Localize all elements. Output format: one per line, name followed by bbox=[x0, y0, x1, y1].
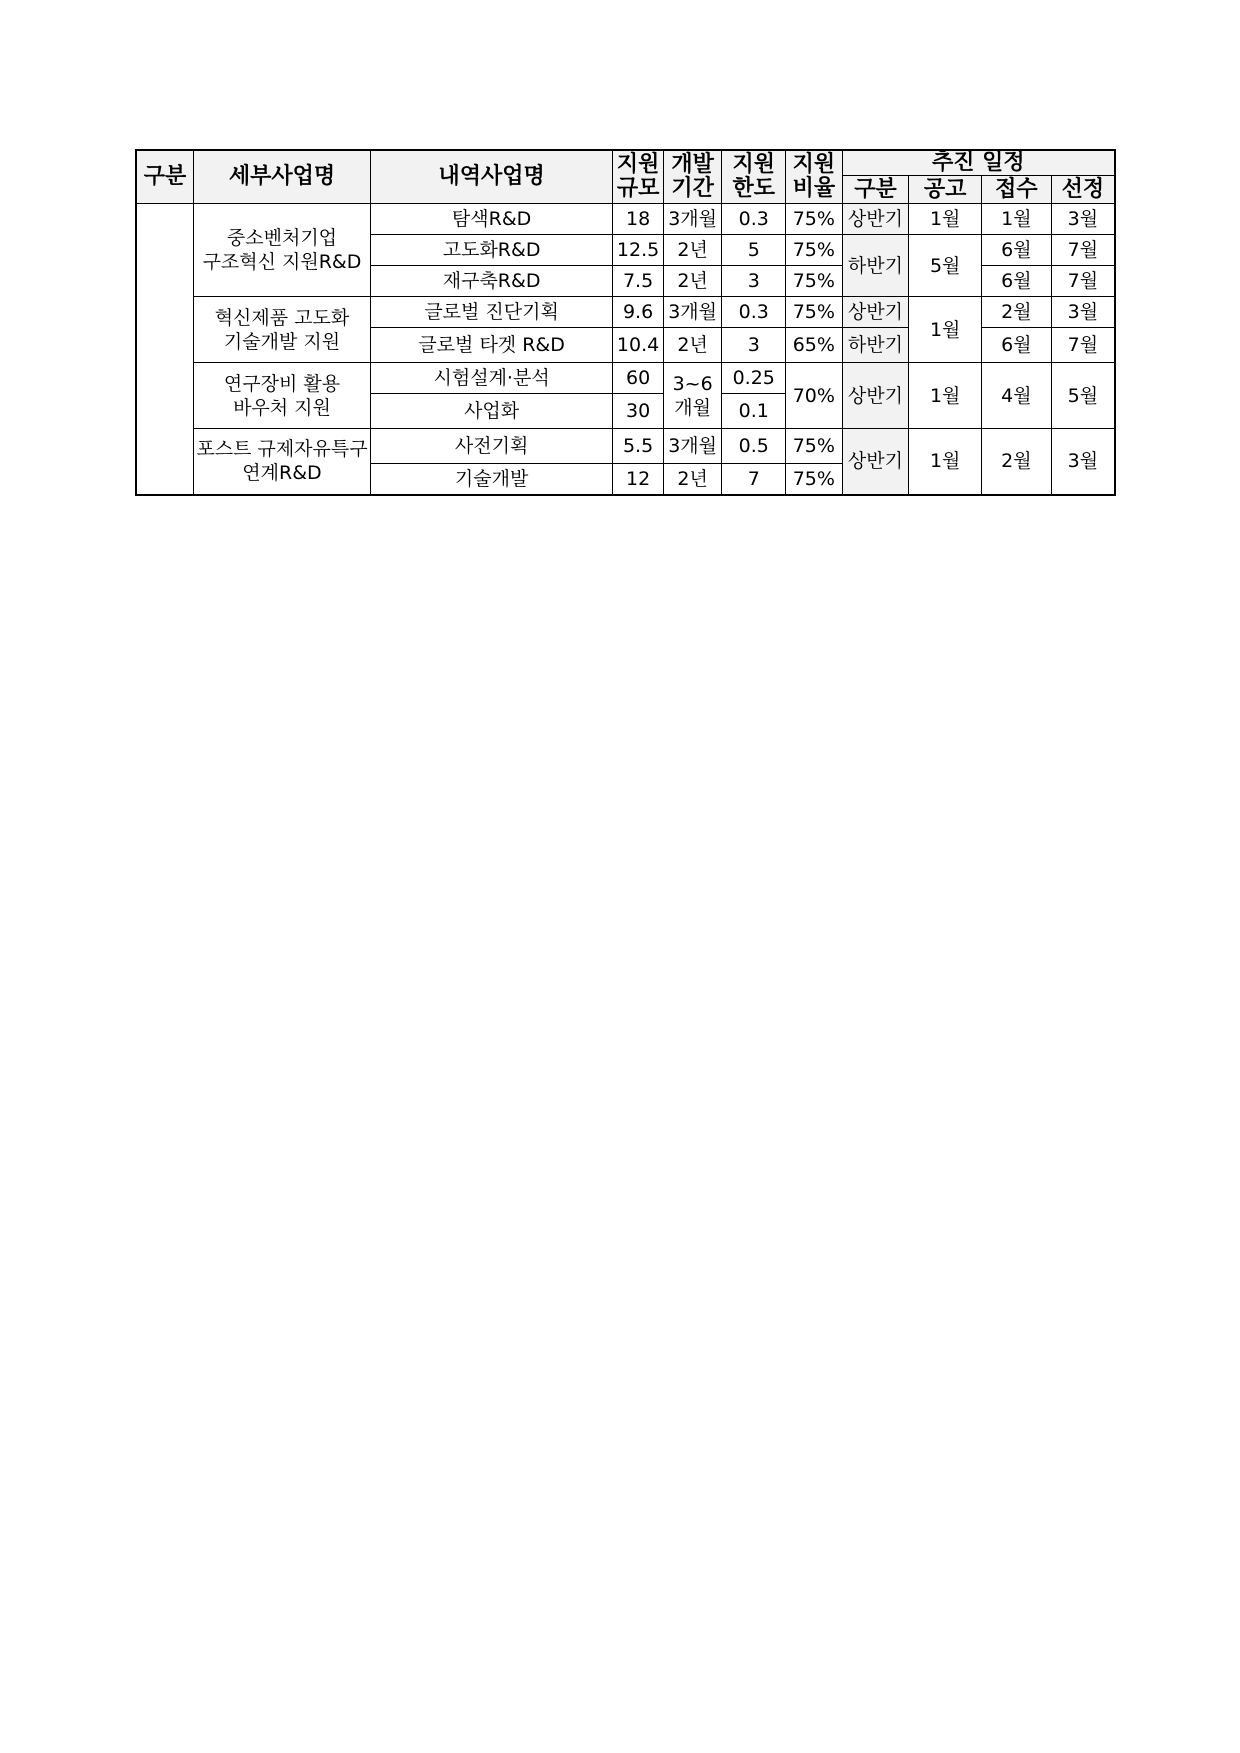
limit-cell: 3 bbox=[722, 328, 786, 363]
scale-cell: 30 bbox=[613, 394, 664, 429]
ratio-cell: 75% bbox=[786, 235, 843, 266]
subprogram-name: 탐색R&D bbox=[370, 204, 612, 235]
half-cell: 하반기 bbox=[842, 235, 909, 297]
selection-cell: 7월 bbox=[1051, 266, 1115, 297]
table-row bbox=[136, 429, 1115, 464]
subprogram-name: 글로벌 진단기획 bbox=[370, 297, 612, 328]
notice-cell: 1월 bbox=[909, 297, 982, 363]
scale-cell: 5.5 bbox=[613, 429, 664, 464]
selection-cell: 5월 bbox=[1051, 363, 1115, 429]
period-cell: 3~6 개월 bbox=[663, 363, 722, 429]
scale-cell: 7.5 bbox=[613, 266, 664, 297]
scale-cell: 18 bbox=[613, 204, 664, 235]
ratio-cell: 75% bbox=[786, 429, 843, 464]
header-schedule-receipt: 접수 bbox=[982, 176, 1052, 204]
header-ratio: 지원 비율 bbox=[786, 150, 843, 204]
table-row bbox=[136, 297, 1115, 328]
program-name: 포스트 규제자유특구 연계R&D bbox=[194, 429, 371, 495]
ratio-cell: 75% bbox=[786, 297, 843, 328]
header-program: 세부사업명 bbox=[194, 150, 371, 204]
ratio-cell: 75% bbox=[786, 266, 843, 297]
period-cell: 2년 bbox=[663, 266, 722, 297]
subprogram-name: 재구축R&D bbox=[370, 266, 612, 297]
header-schedule-notice: 공고 bbox=[909, 176, 982, 204]
header-schedule-selection: 선정 bbox=[1051, 176, 1115, 204]
receipt-cell: 1월 bbox=[982, 204, 1052, 235]
receipt-cell: 2월 bbox=[982, 297, 1052, 328]
program-schedule-table bbox=[135, 149, 1116, 496]
scale-cell: 10.4 bbox=[613, 328, 664, 363]
selection-cell: 3월 bbox=[1051, 204, 1115, 235]
header-schedule: 추진 일정 bbox=[842, 150, 1115, 176]
receipt-cell: 6월 bbox=[982, 235, 1052, 266]
subprogram-name: 사전기획 bbox=[370, 429, 612, 464]
limit-cell: 0.3 bbox=[722, 204, 786, 235]
notice-cell: 1월 bbox=[909, 429, 982, 495]
period-cell: 3개월 bbox=[663, 429, 722, 464]
period-cell: 2년 bbox=[663, 464, 722, 495]
ratio-cell: 75% bbox=[786, 204, 843, 235]
notice-cell: 5월 bbox=[909, 235, 982, 297]
subprogram-name: 고도화R&D bbox=[370, 235, 612, 266]
table-row bbox=[136, 363, 1115, 394]
header-scale: 지원 규모 bbox=[613, 150, 664, 204]
period-cell: 3개월 bbox=[663, 297, 722, 328]
receipt-cell: 2월 bbox=[982, 429, 1052, 495]
table-row bbox=[136, 204, 1115, 235]
limit-cell: 5 bbox=[722, 235, 786, 266]
category-cell bbox=[136, 204, 194, 495]
receipt-cell: 4월 bbox=[982, 363, 1052, 429]
limit-cell: 0.25 bbox=[722, 363, 786, 394]
subprogram-name: 사업화 bbox=[370, 394, 612, 429]
limit-cell: 3 bbox=[722, 266, 786, 297]
limit-cell: 7 bbox=[722, 464, 786, 495]
period-cell: 3개월 bbox=[663, 204, 722, 235]
program-name: 혁신제품 고도화 기술개발 지원 bbox=[194, 297, 371, 363]
half-cell: 상반기 bbox=[842, 363, 909, 429]
program-name: 중소벤처기업 구조혁신 지원R&D bbox=[194, 204, 371, 297]
scale-cell: 60 bbox=[613, 363, 664, 394]
selection-cell: 3월 bbox=[1051, 429, 1115, 495]
ratio-cell: 65% bbox=[786, 328, 843, 363]
selection-cell: 7월 bbox=[1051, 235, 1115, 266]
scale-cell: 9.6 bbox=[613, 297, 664, 328]
half-cell: 상반기 bbox=[842, 429, 909, 495]
program-name: 연구장비 활용 바우처 지원 bbox=[194, 363, 371, 429]
subprogram-name: 시험설계·분석 bbox=[370, 363, 612, 394]
period-cell: 2년 bbox=[663, 235, 722, 266]
subprogram-name: 글로벌 타겟 R&D bbox=[370, 328, 612, 363]
scale-cell: 12.5 bbox=[613, 235, 664, 266]
half-cell: 하반기 bbox=[842, 328, 909, 363]
half-cell: 상반기 bbox=[842, 204, 909, 235]
receipt-cell: 6월 bbox=[982, 328, 1052, 363]
ratio-cell: 70% bbox=[786, 363, 843, 429]
header-period: 개발 기간 bbox=[663, 150, 722, 204]
notice-cell: 1월 bbox=[909, 204, 982, 235]
receipt-cell: 6월 bbox=[982, 266, 1052, 297]
scale-cell: 12 bbox=[613, 464, 664, 495]
notice-cell: 1월 bbox=[909, 363, 982, 429]
half-cell: 상반기 bbox=[842, 297, 909, 328]
limit-cell: 0.1 bbox=[722, 394, 786, 429]
selection-cell: 7월 bbox=[1051, 328, 1115, 363]
selection-cell: 3월 bbox=[1051, 297, 1115, 328]
ratio-cell: 75% bbox=[786, 464, 843, 495]
subprogram-name: 기술개발 bbox=[370, 464, 612, 495]
header-category: 구분 bbox=[136, 150, 194, 204]
header-schedule-half: 구분 bbox=[842, 176, 909, 204]
period-cell: 2년 bbox=[663, 328, 722, 363]
limit-cell: 0.3 bbox=[722, 297, 786, 328]
limit-cell: 0.5 bbox=[722, 429, 786, 464]
header-limit: 지원 한도 bbox=[722, 150, 786, 204]
header-subprogram: 내역사업명 bbox=[370, 150, 612, 204]
